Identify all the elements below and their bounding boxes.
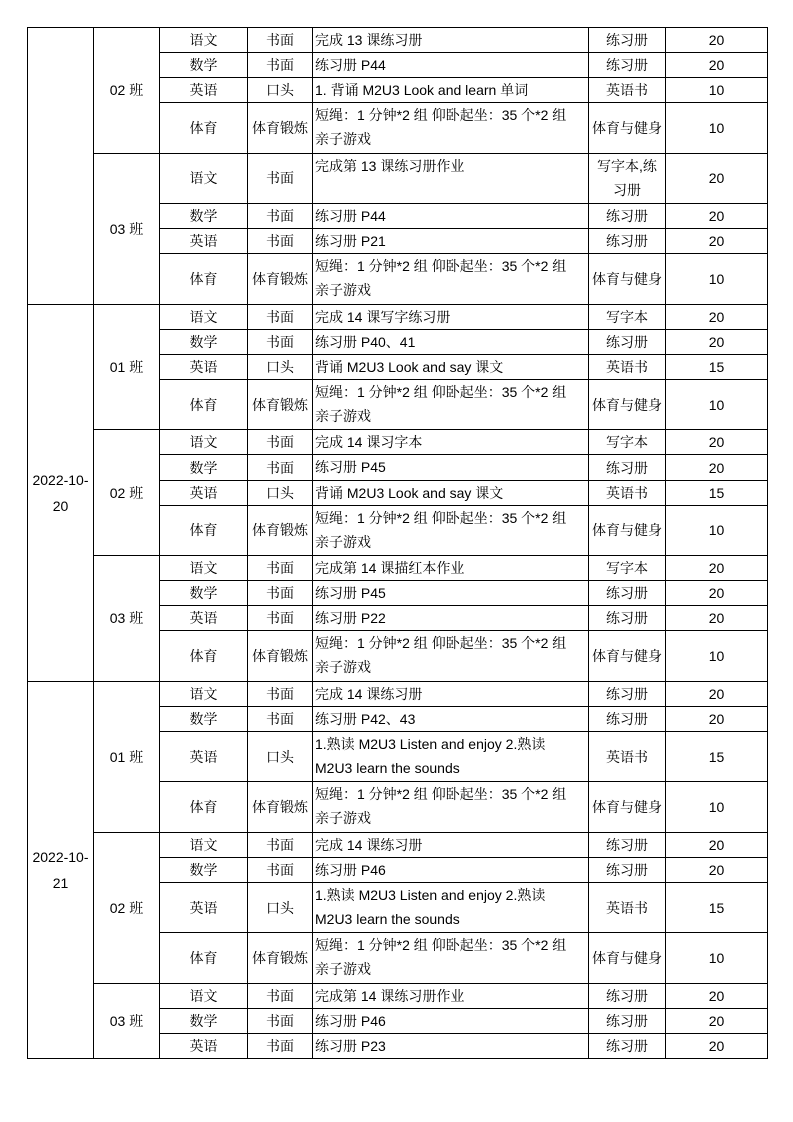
- homework-type-cell: 书面: [248, 204, 313, 229]
- subject-cell: 语文: [160, 304, 248, 329]
- homework-type-cell: 体育锻炼: [248, 103, 313, 153]
- material-cell: 练习册: [589, 455, 666, 480]
- date-cell: [28, 304, 94, 681]
- material-cell: 练习册: [589, 606, 666, 631]
- minutes-cell: 20: [666, 857, 768, 882]
- subject-cell: 英语: [160, 606, 248, 631]
- homework-type-cell: 书面: [248, 983, 313, 1008]
- minutes-cell: 10: [666, 78, 768, 103]
- table-row: [28, 832, 768, 857]
- homework-content-cell: 短绳：1 分钟*2 组 仰卧起坐：35 个*2 组 亲子游戏: [313, 933, 589, 983]
- material-cell: 英语书: [589, 732, 666, 782]
- minutes-cell: 20: [666, 304, 768, 329]
- homework-schedule-table: [27, 27, 768, 1059]
- subject-cell: 语文: [160, 153, 248, 203]
- homework-content-cell: 1.熟读 M2U3 Listen and enjoy 2.熟读 M2U3 learn the sounds: [313, 732, 589, 782]
- subject-cell: 体育: [160, 254, 248, 304]
- homework-content-cell: 完成第 14 课练习册作业: [313, 983, 589, 1008]
- minutes-cell: 20: [666, 204, 768, 229]
- homework-type-cell: 体育锻炼: [248, 254, 313, 304]
- minutes-cell: 20: [666, 681, 768, 706]
- minutes-cell: 10: [666, 631, 768, 681]
- homework-type-cell: 书面: [248, 455, 313, 480]
- homework-type-cell: 口头: [248, 480, 313, 505]
- material-cell: 写字本: [589, 556, 666, 581]
- subject-cell: 数学: [160, 204, 248, 229]
- table-row: [28, 430, 768, 455]
- class-cell: 02 班: [94, 430, 160, 556]
- homework-content-cell: 练习册 P46: [313, 1008, 589, 1033]
- homework-type-cell: 书面: [248, 229, 313, 254]
- minutes-cell: 20: [666, 229, 768, 254]
- homework-type-cell: 书面: [248, 556, 313, 581]
- minutes-cell: 20: [666, 430, 768, 455]
- homework-type-cell: 书面: [248, 1033, 313, 1058]
- table-row: [28, 28, 768, 53]
- subject-cell: 数学: [160, 581, 248, 606]
- minutes-cell: 20: [666, 329, 768, 354]
- subject-cell: 英语: [160, 480, 248, 505]
- homework-content-cell: 练习册 P21: [313, 229, 589, 254]
- material-cell: 体育与健身: [589, 933, 666, 983]
- homework-type-cell: 书面: [248, 430, 313, 455]
- subject-cell: 语文: [160, 983, 248, 1008]
- material-cell: 练习册: [589, 204, 666, 229]
- date-cell-empty: [28, 28, 94, 305]
- material-cell: 英语书: [589, 78, 666, 103]
- minutes-cell: 20: [666, 455, 768, 480]
- homework-content-cell: 练习册 P42、43: [313, 706, 589, 731]
- homework-content-cell: 短绳：1 分钟*2 组 仰卧起坐：35 个*2 组 亲子游戏: [313, 631, 589, 681]
- material-cell: 体育与健身: [589, 380, 666, 430]
- homework-content-cell: 短绳：1 分钟*2 组 仰卧起坐：35 个*2 组 亲子游戏: [313, 254, 589, 304]
- material-cell: 写字本: [589, 430, 666, 455]
- homework-content-cell: 短绳：1 分钟*2 组 仰卧起坐：35 个*2 组 亲子游戏: [313, 782, 589, 832]
- subject-cell: 体育: [160, 505, 248, 555]
- class-cell: 03 班: [94, 153, 160, 304]
- homework-content-cell: 完成 13 课练习册: [313, 28, 589, 53]
- subject-cell: 数学: [160, 857, 248, 882]
- date-label: 2022-10-20: [32, 471, 89, 514]
- class-cell: 01 班: [94, 681, 160, 832]
- material-cell: 练习册: [589, 329, 666, 354]
- minutes-cell: 20: [666, 832, 768, 857]
- class-cell: 01 班: [94, 304, 160, 430]
- homework-type-cell: 书面: [248, 581, 313, 606]
- homework-type-cell: 口头: [248, 882, 313, 932]
- material-cell: 英语书: [589, 480, 666, 505]
- homework-content-cell: 练习册 P44: [313, 53, 589, 78]
- homework-content-cell: 背诵 M2U3 Look and say 课文: [313, 354, 589, 379]
- homework-content-cell: 练习册 P44: [313, 204, 589, 229]
- minutes-cell: 10: [666, 103, 768, 153]
- homework-type-cell: 书面: [248, 857, 313, 882]
- subject-cell: 数学: [160, 1008, 248, 1033]
- material-cell: 英语书: [589, 354, 666, 379]
- homework-type-cell: 书面: [248, 1008, 313, 1033]
- material-cell: 练习册: [589, 857, 666, 882]
- homework-type-cell: 书面: [248, 681, 313, 706]
- minutes-cell: 10: [666, 505, 768, 555]
- material-cell: 体育与健身: [589, 103, 666, 153]
- homework-content-cell: 完成 14 课写字练习册: [313, 304, 589, 329]
- material-cell: 练习册: [589, 681, 666, 706]
- material-cell: 练习册: [589, 1033, 666, 1058]
- class-cell: 02 班: [94, 832, 160, 983]
- table-row: [28, 681, 768, 706]
- homework-content-cell: 练习册 P45: [313, 581, 589, 606]
- homework-content-cell: 完成 14 课练习册: [313, 832, 589, 857]
- homework-content-cell: 完成第 14 课描红本作业: [313, 556, 589, 581]
- homework-content-cell: 短绳：1 分钟*2 组 仰卧起坐：35 个*2 组 亲子游戏: [313, 380, 589, 430]
- material-cell: 练习册: [589, 1008, 666, 1033]
- material-cell: 体育与健身: [589, 505, 666, 555]
- material-cell: 练习册: [589, 28, 666, 53]
- homework-content-cell: 1.熟读 M2U3 Listen and enjoy 2.熟读 M2U3 learn the sounds: [313, 882, 589, 932]
- material-cell: 英语书: [589, 882, 666, 932]
- subject-cell: 语文: [160, 556, 248, 581]
- subject-cell: 英语: [160, 78, 248, 103]
- subject-cell: 数学: [160, 53, 248, 78]
- homework-type-cell: 书面: [248, 153, 313, 203]
- subject-cell: 英语: [160, 882, 248, 932]
- subject-cell: 语文: [160, 681, 248, 706]
- table-row: [28, 153, 768, 203]
- homework-type-cell: 体育锻炼: [248, 380, 313, 430]
- homework-type-cell: 口头: [248, 354, 313, 379]
- homework-type-cell: 书面: [248, 53, 313, 78]
- minutes-cell: 10: [666, 933, 768, 983]
- homework-content-cell: 练习册 P23: [313, 1033, 589, 1058]
- homework-content-cell: 练习册 P40、41: [313, 329, 589, 354]
- date-label: 2022-10-21: [32, 848, 89, 891]
- subject-cell: 语文: [160, 832, 248, 857]
- homework-content-cell: 短绳：1 分钟*2 组 仰卧起坐：35 个*2 组 亲子游戏: [313, 505, 589, 555]
- homework-content-cell: 1. 背诵 M2U3 Look and learn 单词: [313, 78, 589, 103]
- subject-cell: 英语: [160, 732, 248, 782]
- minutes-cell: 10: [666, 380, 768, 430]
- material-cell: 写字本: [589, 304, 666, 329]
- subject-cell: 数学: [160, 706, 248, 731]
- material-cell: 体育与健身: [589, 782, 666, 832]
- material-cell: [589, 153, 666, 203]
- table-row: [28, 983, 768, 1008]
- material-cell: 体育与健身: [589, 254, 666, 304]
- minutes-cell: 20: [666, 581, 768, 606]
- minutes-cell: 15: [666, 354, 768, 379]
- subject-cell: 体育: [160, 933, 248, 983]
- minutes-cell: 20: [666, 606, 768, 631]
- homework-content-cell: 背诵 M2U3 Look and say 课文: [313, 480, 589, 505]
- homework-content-cell: 完成 14 课习字本: [313, 430, 589, 455]
- class-cell: 02 班: [94, 28, 160, 154]
- material-cell: 练习册: [589, 229, 666, 254]
- subject-cell: 语文: [160, 28, 248, 53]
- homework-type-cell: 体育锻炼: [248, 933, 313, 983]
- minutes-cell: 20: [666, 1033, 768, 1058]
- subject-cell: 数学: [160, 455, 248, 480]
- minutes-cell: 10: [666, 782, 768, 832]
- minutes-cell: 10: [666, 254, 768, 304]
- homework-type-cell: 体育锻炼: [248, 505, 313, 555]
- class-cell: 03 班: [94, 556, 160, 682]
- subject-cell: 体育: [160, 631, 248, 681]
- minutes-cell: 20: [666, 153, 768, 203]
- homework-type-cell: 书面: [248, 329, 313, 354]
- material-cell: 练习册: [589, 581, 666, 606]
- subject-cell: 体育: [160, 380, 248, 430]
- minutes-cell: 20: [666, 1008, 768, 1033]
- material-cell: 练习册: [589, 53, 666, 78]
- table-row: [28, 556, 768, 581]
- homework-type-cell: 书面: [248, 28, 313, 53]
- minutes-cell: 15: [666, 480, 768, 505]
- homework-type-cell: 书面: [248, 606, 313, 631]
- subject-cell: 体育: [160, 782, 248, 832]
- subject-cell: 数学: [160, 329, 248, 354]
- homework-type-cell: 书面: [248, 304, 313, 329]
- minutes-cell: 15: [666, 732, 768, 782]
- homework-content-cell: 练习册 P45: [313, 455, 589, 480]
- homework-type-cell: 体育锻炼: [248, 782, 313, 832]
- homework-content-cell: 完成 14 课练习册: [313, 681, 589, 706]
- homework-type-cell: 口头: [248, 78, 313, 103]
- minutes-cell: 20: [666, 983, 768, 1008]
- minutes-cell: 20: [666, 28, 768, 53]
- homework-content-cell: 完成第 13 课练习册作业: [313, 153, 589, 203]
- minutes-cell: 20: [666, 53, 768, 78]
- minutes-cell: 15: [666, 882, 768, 932]
- material-cell: 练习册: [589, 832, 666, 857]
- table-row: [28, 304, 768, 329]
- homework-content-cell: 练习册 P22: [313, 606, 589, 631]
- date-cell: [28, 681, 94, 1058]
- homework-type-cell: 体育锻炼: [248, 631, 313, 681]
- subject-cell: 英语: [160, 354, 248, 379]
- minutes-cell: 20: [666, 556, 768, 581]
- subject-cell: 语文: [160, 430, 248, 455]
- material-cell: 练习册: [589, 706, 666, 731]
- homework-content-cell: 短绳：1 分钟*2 组 仰卧起坐：35 个*2 组 亲子游戏: [313, 103, 589, 153]
- material-cell: 练习册: [589, 983, 666, 1008]
- subject-cell: 英语: [160, 229, 248, 254]
- material-cell: 体育与健身: [589, 631, 666, 681]
- homework-type-cell: 书面: [248, 832, 313, 857]
- subject-cell: 体育: [160, 103, 248, 153]
- homework-type-cell: 书面: [248, 706, 313, 731]
- homework-content-cell: 练习册 P46: [313, 857, 589, 882]
- homework-type-cell: 口头: [248, 732, 313, 782]
- subject-cell: 英语: [160, 1033, 248, 1058]
- class-cell: 03 班: [94, 983, 160, 1058]
- minutes-cell: 20: [666, 706, 768, 731]
- material-label: 写字本,练习册: [597, 158, 657, 199]
